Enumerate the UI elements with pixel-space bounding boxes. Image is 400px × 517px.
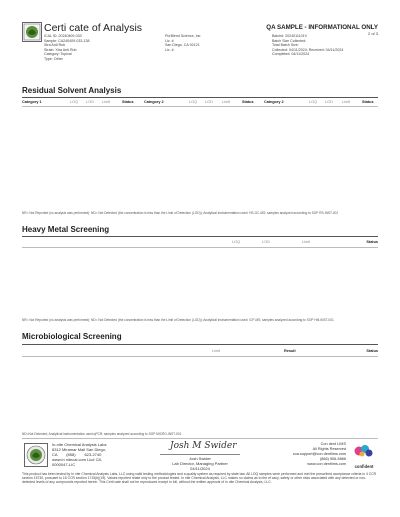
col-category-2b: Category 2 [264, 100, 284, 104]
residual-footnote: NR= Not Reported (no analysis was performed); ND= Not Detected (the concentration is less than the Limit of Detection (LOD)); Analytical instrumentation used: HS-GC-MS; samples analyzed according to SOP RS-INST-001 [22, 211, 339, 215]
col-limit: Limit [302, 240, 311, 244]
residual-solvent-title: Residual Solvent Analysis [22, 86, 122, 95]
confident-line: coa.support@con dentlims.com [292, 452, 346, 456]
confident-info [290, 442, 346, 467]
col-status: Status [366, 349, 378, 353]
row-divider [22, 247, 378, 248]
col-lod: LOD [86, 100, 94, 104]
micro-header-row [22, 349, 378, 355]
client-info-line: Lic. # [165, 47, 174, 52]
client-info-line: San Diego, CA 92121 [165, 43, 200, 48]
col-status: Status [242, 100, 254, 104]
batch-info-line: Batch Size Collected: [272, 38, 307, 43]
col-limit: Limit [212, 349, 221, 353]
col-loq: LOQ [309, 100, 318, 104]
document-title: Certi cate of Analysis [44, 22, 143, 34]
confident-line: www.con dentlims.com [307, 462, 346, 466]
sample-info-line: Category: Topical [44, 52, 72, 57]
sample-info-line: Xtra Anti Rub [44, 43, 66, 48]
col-category-2: Category 2 [144, 100, 164, 104]
batch-info-line: Collected: 04/11/2024; Received: 04/11/2024 [272, 47, 344, 52]
micro-title: Microbiological Screening [22, 332, 122, 341]
lab-address-line: 0000047-LIC [52, 462, 76, 467]
signature-line [160, 454, 240, 455]
lab-logo [22, 22, 42, 42]
confident-dots-icon [350, 443, 378, 459]
signer-block [160, 456, 240, 471]
signature: Josh M Swider [170, 441, 237, 451]
col-result: Result [284, 349, 296, 353]
col-limit: Limit [102, 100, 111, 104]
col-category-1: Category 1 [22, 100, 42, 104]
signer-name: Josh Swider [189, 456, 211, 461]
confident-line: (866) 506-5866 [320, 457, 346, 461]
footer-lab-logo [24, 443, 48, 467]
col-loq: LOQ [70, 100, 79, 104]
sample-info-line: Type: Other [44, 56, 63, 61]
section-divider [22, 97, 378, 98]
confident-logo [350, 443, 378, 467]
col-status: Status [366, 240, 378, 244]
col-limit: Limit [222, 100, 231, 104]
row-divider [22, 106, 378, 107]
col-status: Status [122, 100, 134, 104]
signer-title: Lab Director, Managing Partner [172, 461, 228, 466]
disclaimer: This product has been tested by In nite Chemical Analysis Labs, LLC using valid testing methodologies and a quality system as required by state law. All LOQ samples were performed and met the prescribed acceptance criteria in 4 CCR section 15730, pursuant to 16 CCR section 1715(b)(19). Values reported relate only to the product tested. In nite Chemical Analysis, LLC makes no claims as to the ef cacy, safety or other risks associated with any detected or non-detected levels of any compounds reported herein. This Certi cate shall not be reproduced except in full, without the written approval of In nite Chemical Analysis, LLC. [22, 472, 377, 485]
lab-address-line: 8312 Miramar Mall San Diego, [52, 447, 107, 452]
client-info-line: PurBlend Science, Inc. [165, 34, 202, 38]
client-info-line: Lic. # [165, 38, 174, 43]
col-status: Status [362, 100, 374, 104]
micro-footnote: ND=Not Detected; Analytical instrumentation used:qPCR; samples analyzed according to SOP MICRO-INST-001 [22, 432, 182, 436]
lab-address [52, 442, 106, 467]
confident-line: All Rights Reserved [312, 447, 346, 451]
sample-info [44, 34, 90, 62]
lab-address-line: In-nite Chemical Analysis Labs [52, 442, 107, 447]
sample-info-line: ICAL ID: 20240409-033 [44, 34, 82, 38]
row-divider [22, 356, 378, 357]
lab-address-line: www.in nitecal.com Lic# C8- [52, 457, 103, 462]
batch-info-line: Total Batch Size: [272, 43, 299, 48]
metals-footnote: NR= Not Reported (no analysis was performed); ND= Not Detected (the concentration is less than the Limit of Detection (LOD)); Analytical instrumentation used: ICP-MS; samples analyzed according to SOP HM-INST-001 [22, 318, 334, 322]
section-divider [22, 344, 378, 345]
col-loq: LOQ [189, 100, 198, 104]
footer-divider [22, 438, 378, 439]
col-lod: LOD [205, 100, 213, 104]
heavy-metal-title: Heavy Metal Screening [22, 225, 110, 234]
lab-logo-icon [23, 23, 41, 41]
confident-line: Con dent LIMS [320, 442, 346, 446]
col-loq: LOQ [232, 240, 241, 244]
sample-info-line: Strain: Xtra Anti Rub [44, 47, 77, 52]
batch-info-line: Batch#: 2024011101V [272, 34, 308, 38]
confident-wordmark: confident [354, 464, 374, 469]
page-number: 2 of 3 [367, 31, 378, 36]
col-lod: LOD [262, 240, 270, 244]
col-lod: LOD [325, 100, 333, 104]
section-divider [22, 236, 378, 237]
lab-seal-icon [25, 444, 47, 466]
sample-info-line: Sample: CA240409-033-138 [44, 38, 90, 43]
signer-date: 04/11/2024 [190, 466, 210, 471]
col-limit: Limit [342, 100, 351, 104]
metals-header-row [22, 240, 378, 246]
batch-info [272, 34, 343, 57]
qa-label: QA SAMPLE - INFORMATIONAL ONLY [266, 24, 378, 31]
batch-info-line: Completed: 04/11/2024 [272, 52, 310, 57]
lab-address-line: CA (858) 623-2740 [52, 452, 102, 457]
client-info [165, 34, 201, 52]
